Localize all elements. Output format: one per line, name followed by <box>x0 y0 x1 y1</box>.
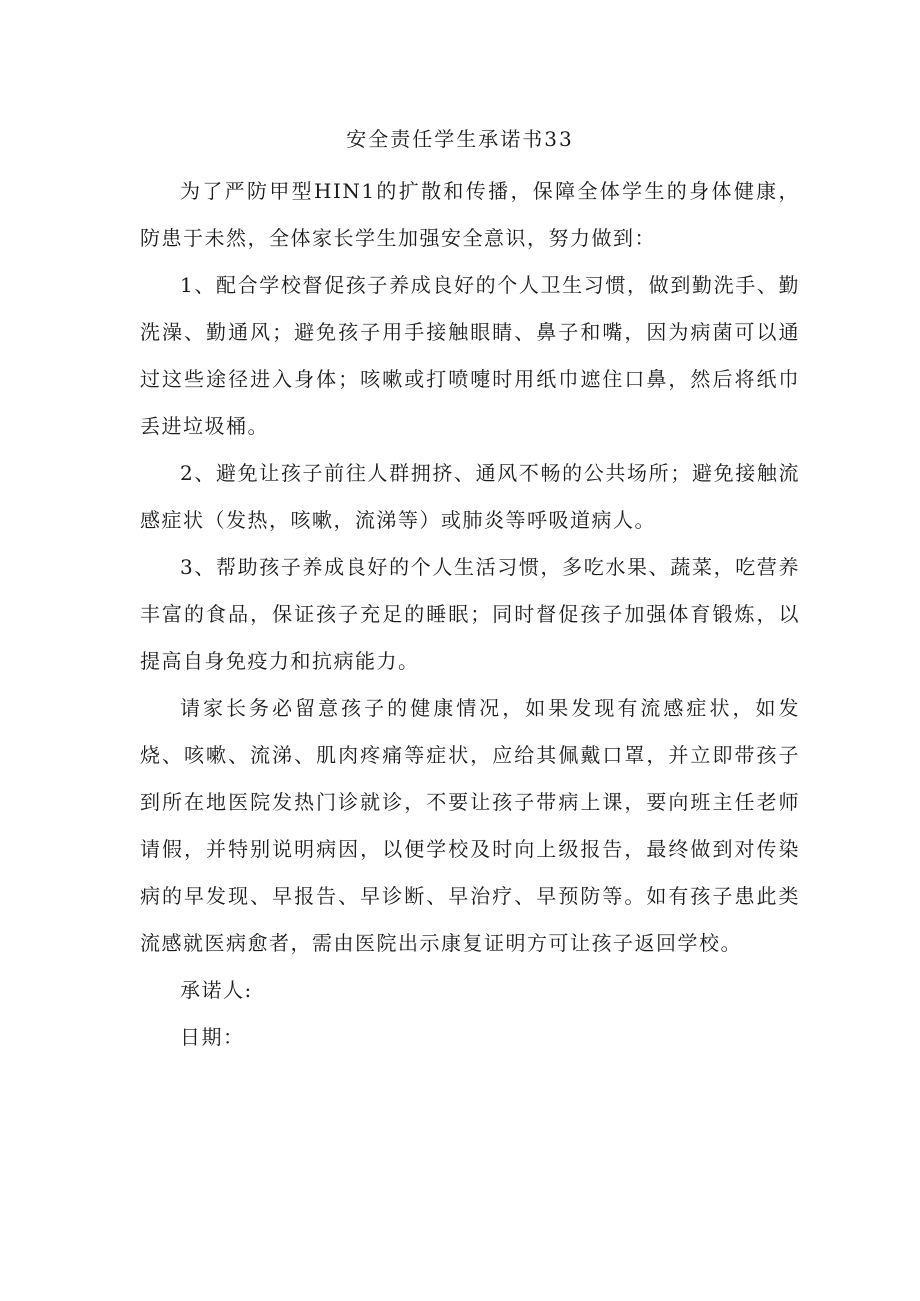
document-title: 安全责任学生承诺书33 <box>346 127 574 151</box>
item-1-paragraph: 1、配合学校督促孩子养成良好的个人卫生习惯，做到勤洗手、勤洗澡、勤通风；避免孩子用手接触眼睛、鼻子和嘴，因为病菌可以通过这些途径进入身体；咳嗽或打喷嚏时用纸巾遮住口鼻，然后将纸巾丢进垃圾桶。 <box>140 273 800 438</box>
notice-paragraph: 请家长务必留意孩子的健康情况，如果发现有流感症状，如发烧、咳嗽、流涕、肌肉疼痛等症状，应给其佩戴口罩，并立即带孩子到所在地医院发热门诊就诊，不要让孩子带病上课，要向班主任老师请假，并特别说明病因，以便学校及时向上级报告，最终做到对传染病的早发现、早报告、早诊断、早治疗、早预防等。如有孩子患此类流感就医病愈者，需由医院出示康复证明方可让孩子返回学校。 <box>140 696 800 955</box>
date-label: 日期： <box>180 1025 245 1049</box>
document-body <box>140 168 800 1061</box>
intro-paragraph: 为了严防甲型HIN1的扩散和传播，保障全体学生的身体健康，防患于未然，全体家长学生加强安全意识，努力做到： <box>140 179 800 250</box>
signer-label: 承诺人: <box>180 978 253 1002</box>
item-2-paragraph: 2、避免让孩子前往人群拥挤、通风不畅的公共场所；避免接触流感症状（发热，咳嗽，流涕等）或肺炎等呼吸道病人。 <box>140 461 800 532</box>
item-3-paragraph: 3、帮助孩子养成良好的个人生活习惯，多吃水果、蔬菜，吃营养丰富的食品，保证孩子充足的睡眠；同时督促孩子加强体育锻炼，以提高自身免疫力和抗病能力。 <box>140 555 800 673</box>
